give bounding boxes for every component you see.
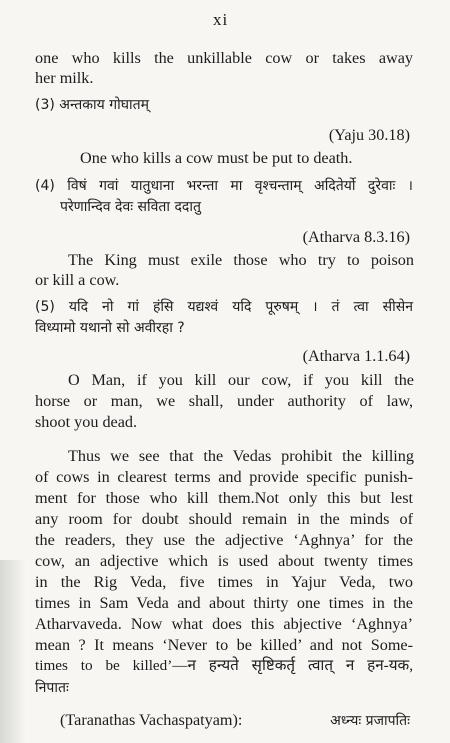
verse-5-translation-line-1: O Man, if you kill our cow, if you kill the — [68, 371, 414, 389]
citation-atharva-8-3-16: (Atharva 8.3.16) — [302, 228, 410, 246]
source-citation: (Taranathas Vachaspatyam): — [60, 711, 243, 729]
paragraph-line-4: any room for doubt should remain in the minds of — [35, 510, 413, 528]
verse-4-translation-line-2: or kill a cow. — [35, 271, 120, 289]
paragraph-line-12: निपातः — [35, 680, 69, 696]
scan-edge-shadow — [0, 560, 26, 743]
verse-4-translation-line-1: The King must exile those who try to poison — [68, 251, 414, 269]
paragraph-line-5: the readers, they use the adjective ‘Aghnya’ for the — [35, 531, 413, 549]
paragraph-line-1: Thus we see that the Vedas prohibit the killing — [68, 447, 414, 465]
citation-yaju: (Yaju 30.18) — [328, 126, 410, 144]
closing-sanskrit: अध्न्यः प्रजापतिः — [330, 713, 410, 729]
paragraph-line-8: times in Sam Veda and about thirty one times in the — [35, 594, 413, 612]
text-line-1: one who kills the unkillable cow or takes away — [35, 49, 413, 67]
verse-5-sanskrit-line-1: (5) यदि नो गां हंसि यद्यश्वं यदि पूरुषम् । तं त्वा सीसेन — [35, 299, 413, 315]
verse-4-sanskrit-line-2: परेणान्दिव देवः सविता ददातु — [60, 199, 201, 215]
verse-5-sanskrit-line-2: विध्यामो यथानो सो अवीरहा ? — [35, 320, 185, 336]
page-number: xi — [213, 10, 229, 29]
paragraph-line-6: cow, an adjective which is used about twenty times — [35, 552, 413, 570]
paragraph-line-7: in the Rig Veda, five times in Yajur Veda, two — [35, 573, 413, 591]
paragraph-line-10: mean ? It means ‘Never to be killed’ and not Some- — [35, 636, 413, 654]
paragraph-line-9: Atharvaveda. Now what does this abjective ‘Aghnya’ — [35, 615, 413, 633]
paragraph-line-3: ment for those who kill them.Not only this but lest — [35, 489, 413, 507]
verse-5-translation-line-2: horse or man, we shall, under authority of law, — [35, 392, 413, 410]
citation-atharva-1-1-64: (Atharva 1.1.64) — [302, 347, 410, 365]
paragraph-line-11: times to be killed’—न हन्यते सृष्टिकर्तृ त्वात् न हन-यक, — [35, 657, 413, 674]
verse-4-sanskrit-line-1: (4) विषं गवां यातुधाना भरन्ता मा वृश्चन्ताम् अदितेर्यो दुरेवाः । — [35, 178, 413, 194]
verse-3-sanskrit: (3) अन्तकाय गोघातम् — [35, 97, 149, 113]
verse-3-translation: One who kills a cow must be put to death. — [80, 149, 353, 167]
text-line-2: her milk. — [35, 69, 94, 87]
paragraph-line-2: of cows in clearest terms and provide specific punish- — [35, 468, 413, 486]
verse-5-translation-line-3: shoot you dead. — [35, 413, 138, 431]
